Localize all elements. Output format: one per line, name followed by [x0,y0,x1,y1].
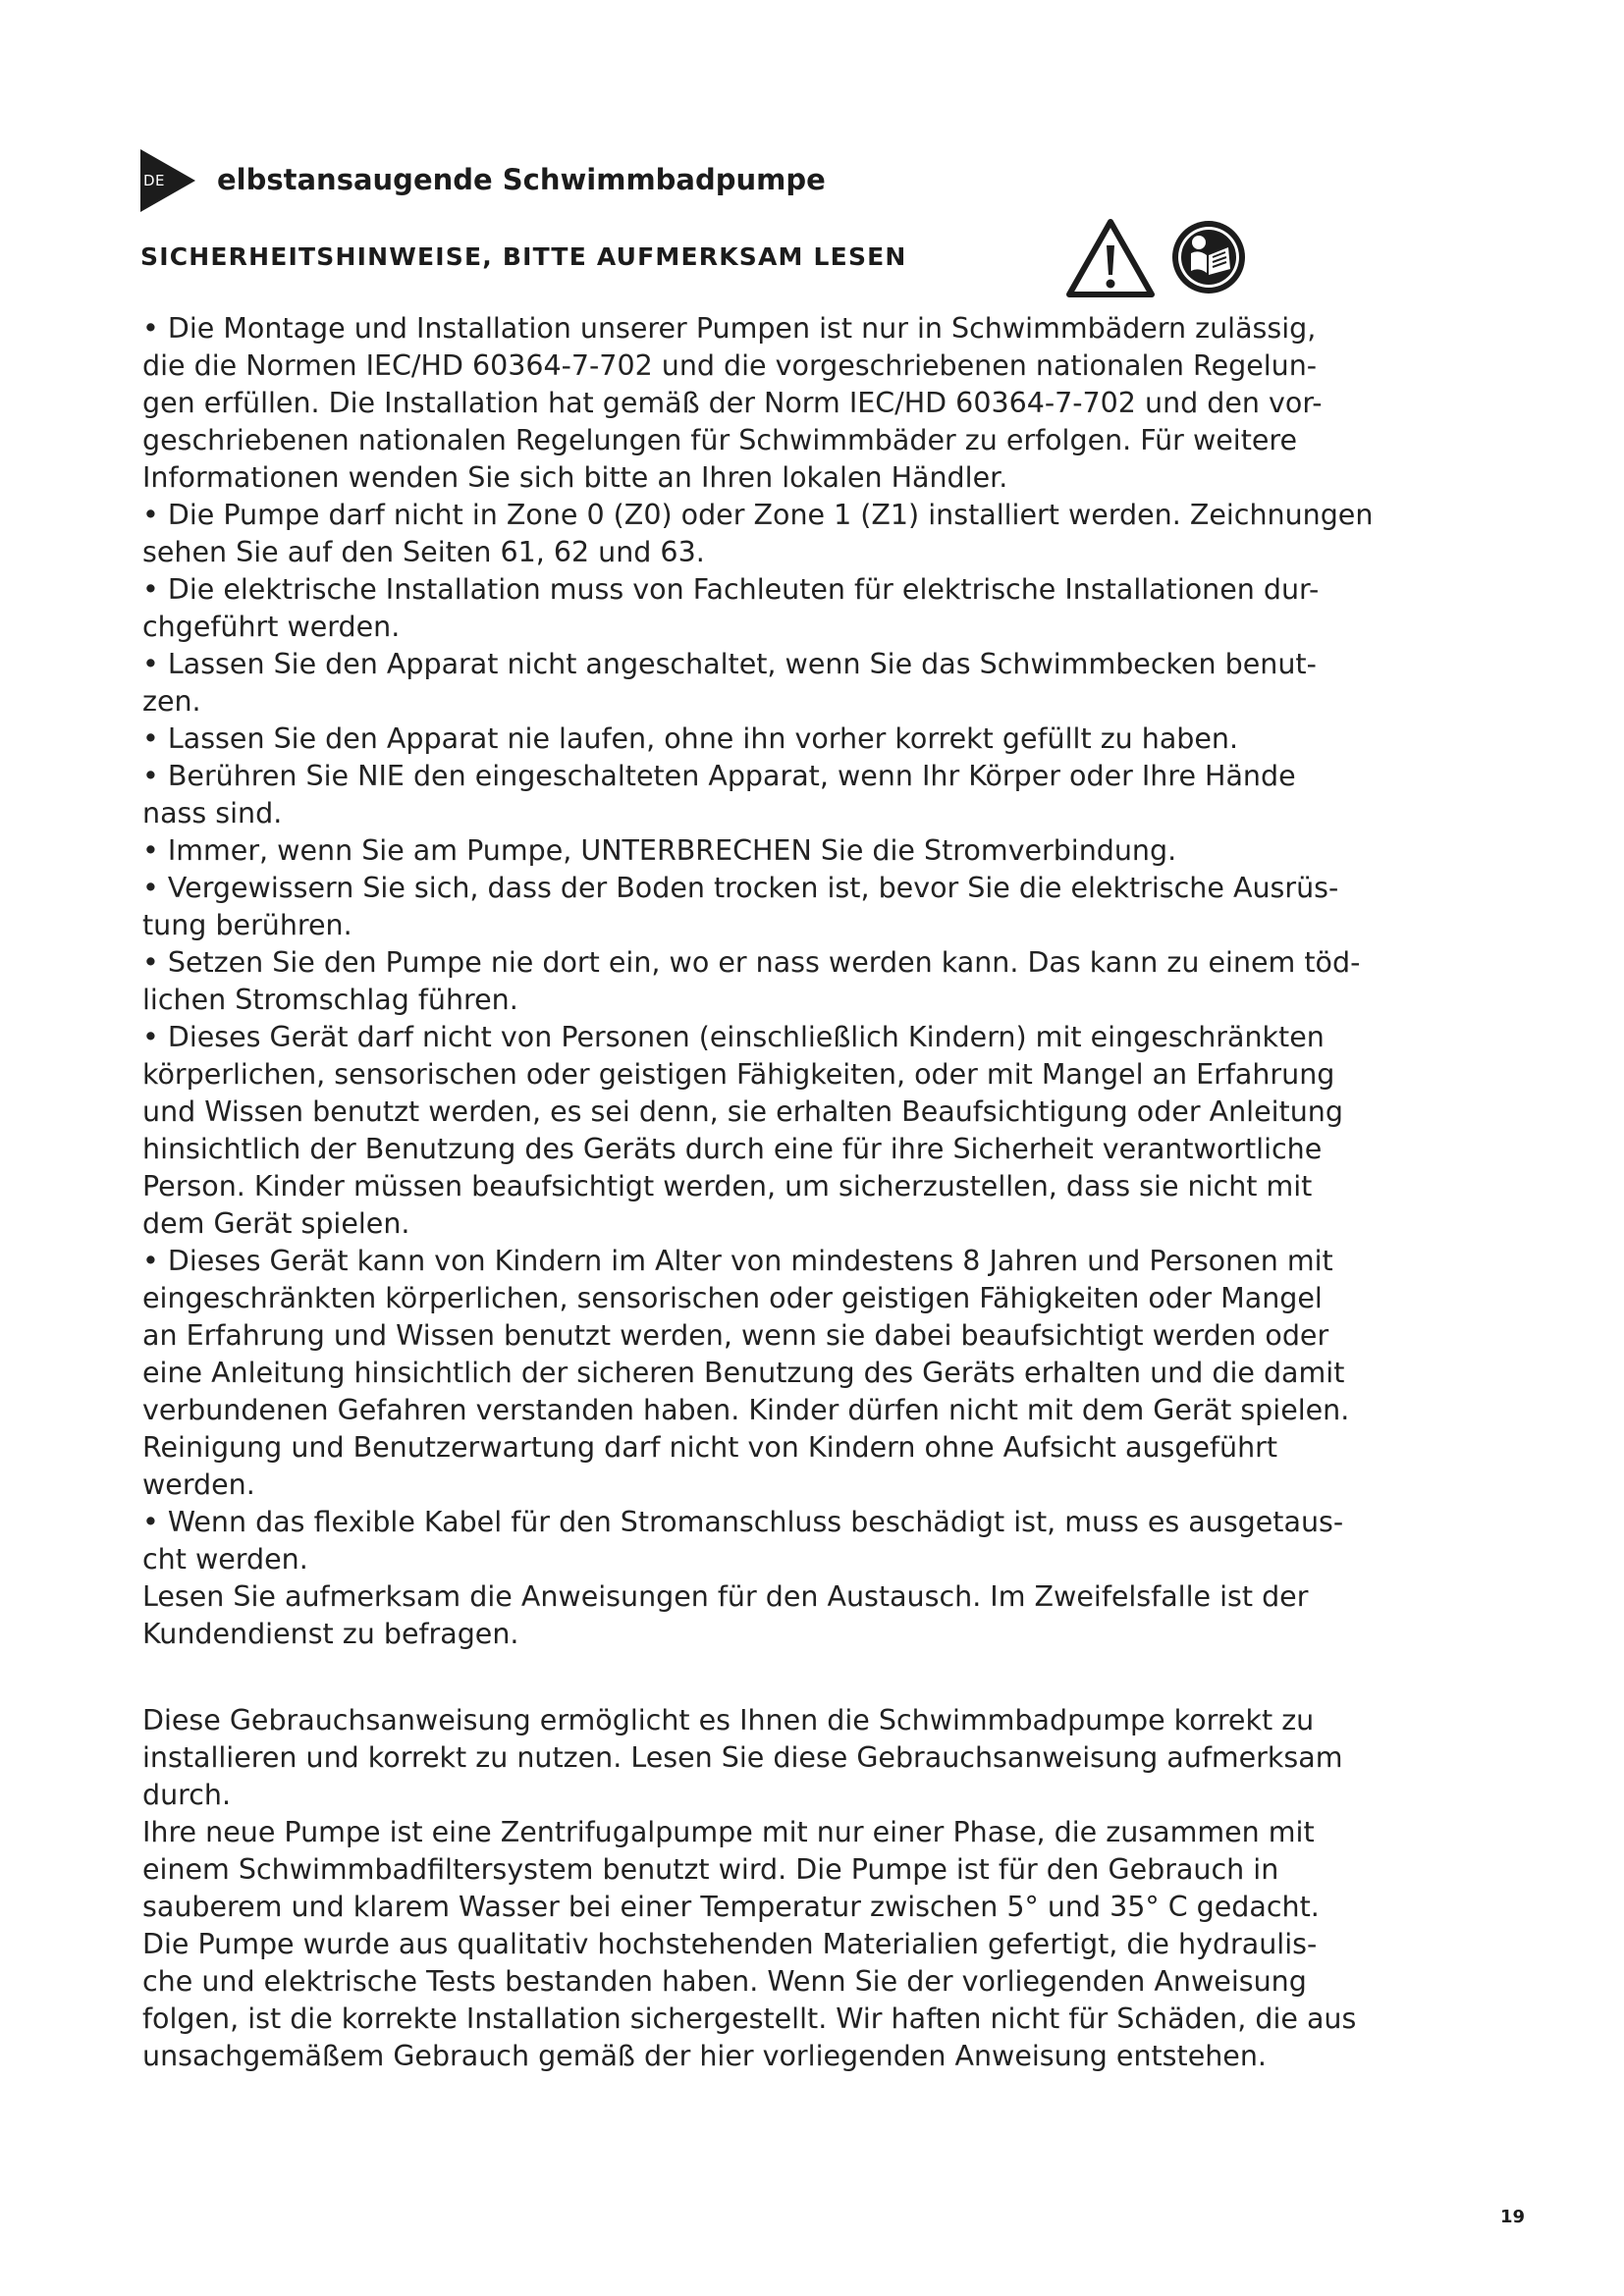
section-title: elbstansaugende Schwimmbadpumpe [217,163,826,196]
text-line: • Berühren Sie NIE den eingeschalteten Apparat, wenn Ihr Körper oder Ihre Hände [142,760,1296,792]
text-line: körperlichen, sensorischen oder geistigen Fähigkeiten, oder mit Mangel an Erfahrung [142,1058,1335,1091]
page-number: 19 [1500,2207,1526,2227]
text-line: sauberem und klarem Wasser bei einer Temperatur zwischen 5° und 35° C gedacht. [142,1891,1320,1923]
text-line: • Lassen Sie den Apparat nicht angeschaltet, wenn Sie das Schwimmbecken benut- [142,648,1317,680]
text-line: • Die Pumpe darf nicht in Zone 0 (Z0) oder Zone 1 (Z1) installiert werden. Zeichnungen [142,499,1374,531]
text-line: installieren und korrekt zu nutzen. Lesen Sie diese Gebrauchsanweisung aufmerksam [142,1741,1343,1774]
text-line: tung berühren. [142,909,352,941]
text-line: hinsichtlich der Benutzung des Geräts durch eine für ihre Sicherheit verantwortliche [142,1133,1323,1165]
text-line: unsachgemäßem Gebrauch gemäß der hier vorliegenden Anweisung entstehen. [142,2040,1267,2072]
text-line: gen erfüllen. Die Installation hat gemäß der Norm IEC/HD 60364-7-702 und den vor- [142,387,1323,419]
text-line: eingeschränkten körperlichen, sensorischen oder geistigen Fähigkeiten oder Mangel [142,1282,1323,1314]
read-manual-icon [1169,218,1248,296]
text-line: che und elektrische Tests bestanden haben. Wenn Sie der vorliegenden Anweisung [142,1965,1307,1998]
text-line: Ihre neue Pumpe ist eine Zentrifugalpumpe mit nur einer Phase, die zusammen mit [142,1816,1315,1848]
text-line: nass sind. [142,797,283,829]
text-line: Diese Gebrauchsanweisung ermöglicht es Ihnen die Schwimmbadpumpe korrekt zu [142,1704,1315,1736]
text-line: • Lassen Sie den Apparat nie laufen, ohne ihn vorher korrekt gefüllt zu haben. [142,722,1239,755]
warning-triangle-icon [1065,218,1156,298]
text-line: Lesen Sie aufmerksam die Anweisungen für den Austausch. Im Zweifelsfalle ist der [142,1580,1309,1613]
safety-instructions [142,310,1497,2075]
text-line: einem Schwimmbadfiltersystem benutzt wird. Die Pumpe ist für den Gebrauch in [142,1853,1279,1886]
text-line: verbundenen Gefahren verstanden haben. Kinder dürfen nicht mit dem Gerät spielen. [142,1394,1350,1426]
text-line: sehen Sie auf den Seiten 61, 62 und 63. [142,536,705,568]
text-line: • Dieses Gerät darf nicht von Personen (einschließlich Kindern) mit eingeschränkten [142,1021,1325,1053]
text-line: folgen, ist die korrekte Installation sichergestellt. Wir haften nicht für Schäden, die aus [142,2002,1357,2035]
language-tag: DE [143,172,166,189]
text-line: chgeführt werden. [142,611,401,643]
paragraph-gap [142,1653,1497,1702]
text-line: Kundendienst zu befragen. [142,1618,519,1650]
text-line: Person. Kinder müssen beaufsichtigt werden, um sicherzustellen, dass sie nicht mit [142,1170,1313,1202]
text-line: • Die elektrische Installation muss von Fachleuten für elektrische Installationen dur- [142,573,1320,606]
text-line: lichen Stromschlag führen. [142,984,518,1016]
safety-heading-row [140,218,1319,296]
text-line: • Wenn das flexible Kabel für den Stromanschluss beschädigt ist, muss es ausgetaus- [142,1506,1344,1538]
text-line: eine Anleitung hinsichtlich der sicheren Benutzung des Geräts erhalten und die damit [142,1357,1345,1389]
safety-heading: SICHERHEITSHINWEISE, BITTE AUFMERKSAM LESEN [140,242,907,271]
text-line: geschriebenen nationalen Regelungen für Schwimmbäder zu erfolgen. Für weitere [142,424,1298,456]
text-line: durch. [142,1779,232,1811]
text-line: • Dieses Gerät kann von Kindern im Alter von mindestens 8 Jahren und Personen mit [142,1245,1333,1277]
text-line: werden. [142,1468,255,1501]
text-line: dem Gerät spielen. [142,1207,410,1240]
text-line: die die Normen IEC/HD 60364-7-702 und die vorgeschriebenen nationalen Regelun- [142,349,1318,382]
text-line: • Immer, wenn Sie am Pumpe, UNTERBRECHEN Sie die Stromverbindung. [142,834,1177,867]
text-line: • Die Montage und Installation unserer Pumpen ist nur in Schwimmbädern zulässig, [142,312,1317,345]
text-line: und Wissen benutzt werden, es sei denn, sie erhalten Beaufsichtigung oder Anleitung [142,1095,1343,1128]
text-line: Die Pumpe wurde aus qualitativ hochstehenden Materialien gefertigt, die hydraulis- [142,1928,1318,1960]
section-header [140,149,1220,212]
text-line: Informationen wenden Sie sich bitte an Ihren lokalen Händler. [142,461,1008,494]
text-line: zen. [142,685,201,718]
text-line: Reinigung und Benutzerwartung darf nicht von Kindern ohne Aufsicht ausgeführt [142,1431,1278,1464]
text-line: • Vergewissern Sie sich, dass der Boden trocken ist, bevor Sie die elektrische Ausrüs- [142,872,1339,904]
text-line: an Erfahrung und Wissen benutzt werden, wenn sie dabei beaufsichtigt werden oder [142,1319,1329,1352]
text-line: • Setzen Sie den Pumpe nie dort ein, wo er nass werden kann. Das kann zu einem töd- [142,946,1361,979]
text-line: cht werden. [142,1543,308,1575]
